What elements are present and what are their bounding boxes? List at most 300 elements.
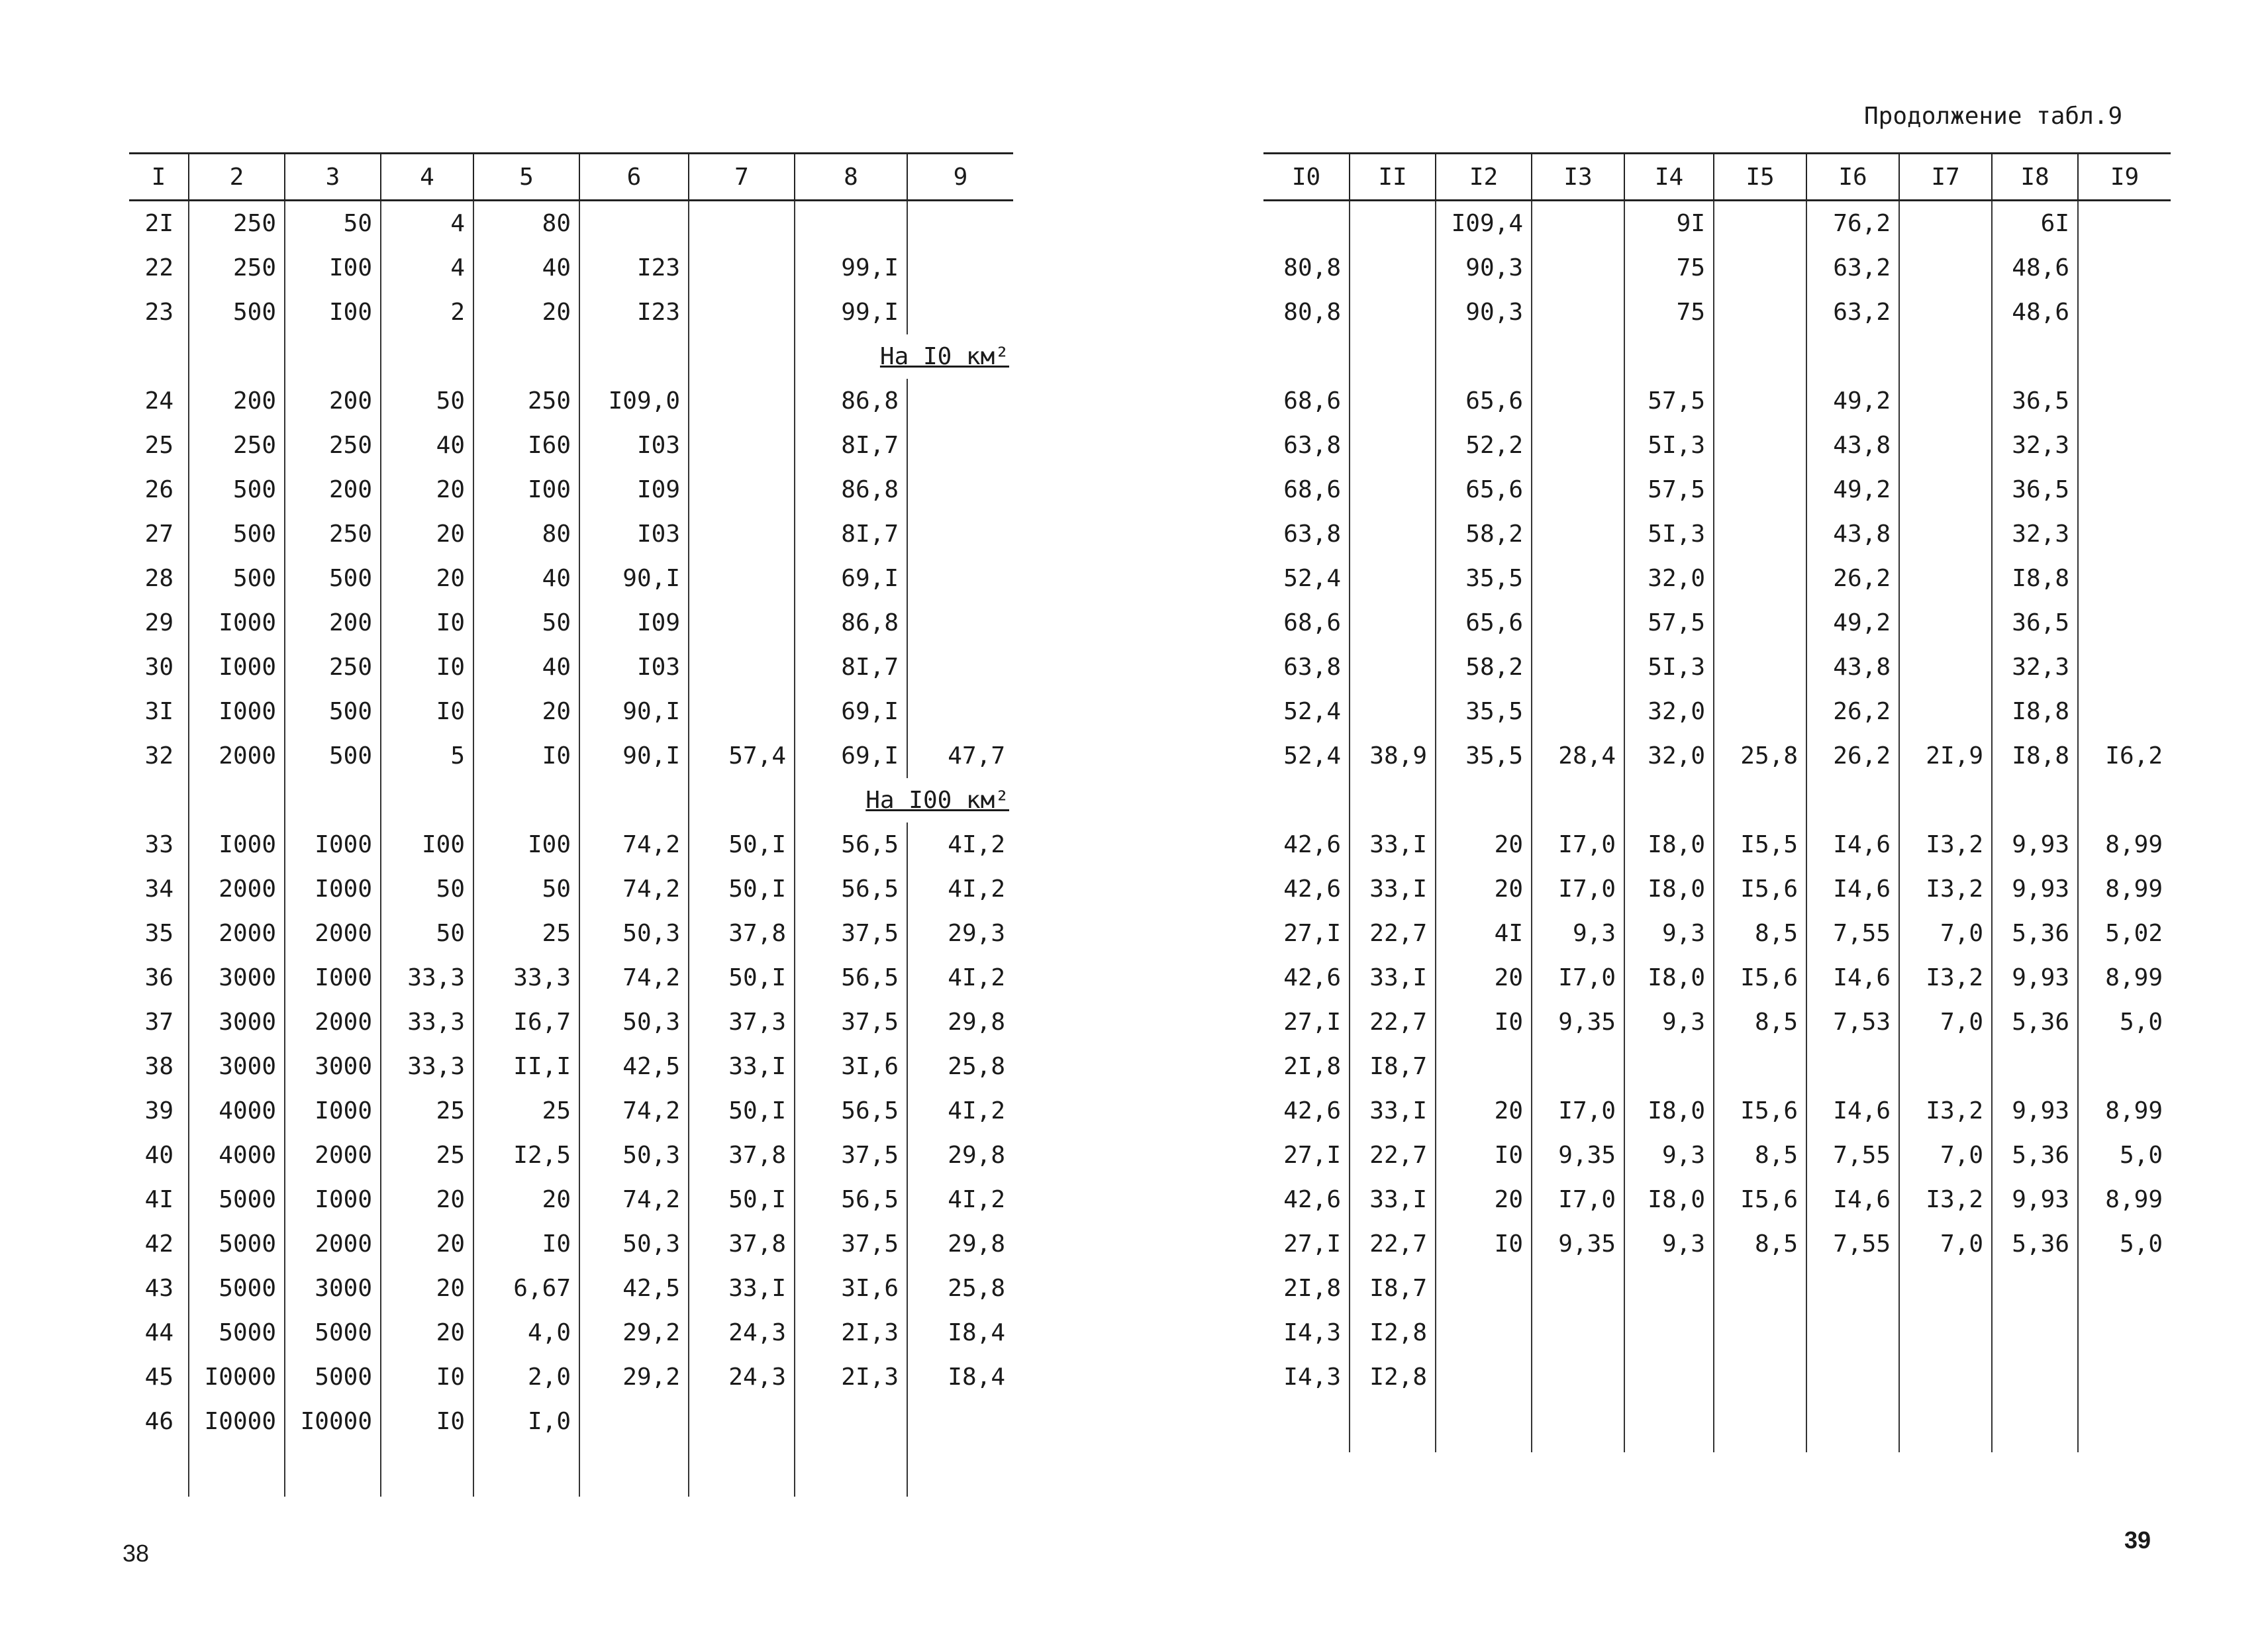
table-cell: 9,93 [1992, 1089, 2078, 1133]
table-cell: 25 [473, 911, 579, 956]
table-cell [1350, 1399, 1436, 1452]
table-cell: I000 [285, 956, 381, 1000]
table-cell [2078, 1266, 2171, 1311]
table-cell: 9,93 [1992, 956, 2078, 1000]
table-cell: I3,2 [1899, 956, 1992, 1000]
table-cell [1899, 1355, 1992, 1399]
table-cell: 68,6 [1283, 609, 1341, 636]
table-cell: 2000 [189, 867, 285, 911]
table-cell: 33,I [1350, 822, 1436, 867]
table-row [1263, 689, 2171, 734]
table-cell [1532, 1311, 1624, 1355]
table-row [129, 334, 1013, 379]
table-cell: I7,0 [1532, 956, 1624, 1000]
table-filler-row [129, 1444, 1013, 1497]
table-cell: I09,4 [1436, 201, 1532, 246]
table-cell: 75 [1624, 290, 1714, 334]
table-cell: 25 [381, 1089, 473, 1133]
table-cell [189, 334, 285, 379]
table-cell: 7,0 [1899, 1000, 1992, 1044]
area-subheader: На I0 км² [795, 334, 1013, 379]
table-row [1263, 1089, 2171, 1133]
table-cell [1532, 246, 1624, 290]
table-cell: 26,2 [1806, 556, 1899, 601]
area-subheader: На I00 км² [795, 778, 1013, 822]
table-row [129, 1355, 1013, 1399]
table-cell [1436, 1355, 1532, 1399]
table-row [129, 1000, 1013, 1044]
table-cell: 5000 [189, 1266, 285, 1311]
table-cell [1899, 1266, 1992, 1311]
table-cell: 50,3 [579, 1000, 689, 1044]
table-cell: 52,4 [1283, 742, 1341, 770]
table-cell: I00 [381, 822, 473, 867]
table-cell: 65,6 [1436, 468, 1532, 512]
table-cell [689, 689, 795, 734]
table-cell: 250 [189, 201, 285, 246]
table-cell [1532, 778, 1624, 822]
table-row [1263, 423, 2171, 468]
table-cell: 37,8 [689, 911, 795, 956]
table-cell: 49,2 [1806, 379, 1899, 423]
table-cell [907, 1399, 1013, 1444]
table-cell: 3I,6 [795, 1044, 907, 1089]
table-cell: 250 [189, 423, 285, 468]
table-cell: 52,4 [1283, 698, 1341, 725]
table-cell: 25,8 [907, 1266, 1013, 1311]
table-cell: 86,8 [795, 468, 907, 512]
table-cell [1263, 334, 1350, 379]
table-cell: 9,3 [1624, 1133, 1714, 1177]
table-cell: I5,6 [1714, 1177, 1806, 1222]
left-column-header: 9 [907, 154, 1013, 201]
table-cell: 8I,7 [795, 423, 907, 468]
table-cell [689, 246, 795, 290]
table-cell [2078, 1311, 2171, 1355]
table-cell: I000 [189, 601, 285, 645]
table-cell [907, 601, 1013, 645]
table-row [1263, 334, 2171, 379]
table-cell: 33,3 [381, 1044, 473, 1089]
right-column-header: I7 [1899, 154, 1992, 201]
table-cell: 500 [285, 689, 381, 734]
table-cell: 7,55 [1806, 1222, 1899, 1266]
table-cell: 29,8 [907, 1000, 1013, 1044]
table-cell [1624, 334, 1714, 379]
table-cell: 52,4 [1283, 565, 1341, 592]
table-cell: 56,5 [795, 822, 907, 867]
table-cell: 5000 [189, 1222, 285, 1266]
table-cell [689, 379, 795, 423]
table-cell: I2,8 [1350, 1311, 1436, 1355]
left-column-header: 5 [473, 154, 579, 201]
table-cell [689, 290, 795, 334]
table-cell: 50 [381, 867, 473, 911]
table-cell [129, 334, 189, 379]
table-cell: 6I [1992, 201, 2078, 246]
table-cell: 2,0 [473, 1355, 579, 1399]
table-cell [2078, 379, 2171, 423]
table-cell: 37,5 [795, 1222, 907, 1266]
table-cell: I8,8 [1992, 734, 2078, 778]
table-cell: 68,6 [1283, 476, 1341, 503]
row-number: 37 [144, 1009, 173, 1036]
table-cell [2078, 645, 2171, 689]
table-cell [907, 512, 1013, 556]
table-cell: 47,7 [907, 734, 1013, 778]
table-cell: 250 [189, 246, 285, 290]
table-cell: I5,5 [1714, 822, 1806, 867]
table-cell [579, 201, 689, 246]
table-cell: 33,I [1350, 1177, 1436, 1222]
table-cell: 35,5 [1436, 689, 1532, 734]
table-cell: 42,6 [1283, 831, 1341, 858]
table-cell: I8,8 [1992, 556, 2078, 601]
table-cell [1263, 778, 1350, 822]
table-cell: 27,I [1283, 1142, 1341, 1169]
table-cell: 500 [285, 556, 381, 601]
table-cell: I0 [473, 1222, 579, 1266]
table-cell: I4,3 [1283, 1319, 1341, 1346]
table-cell [1899, 645, 1992, 689]
table-cell: 50,I [689, 956, 795, 1000]
table-cell: 26,2 [1806, 734, 1899, 778]
table-row [129, 1311, 1013, 1355]
left-column-header: 7 [689, 154, 795, 201]
table-cell: 63,8 [1283, 432, 1341, 459]
table-cell: I03 [579, 645, 689, 689]
table-cell: 7,55 [1806, 1133, 1899, 1177]
right-header-row [1263, 154, 2171, 201]
table-cell: I0 [1436, 1000, 1532, 1044]
table-cell: 200 [285, 468, 381, 512]
table-cell [907, 290, 1013, 334]
table-cell: 50 [381, 911, 473, 956]
table-row [1263, 734, 2171, 778]
table-cell [381, 1444, 473, 1497]
table-cell: 20 [1436, 822, 1532, 867]
table-cell: 5I,3 [1624, 645, 1714, 689]
table-cell: 5 [381, 734, 473, 778]
table-row [129, 1399, 1013, 1444]
table-cell [1350, 290, 1436, 334]
table-cell: 8,99 [2078, 1089, 2171, 1133]
table-cell [795, 1444, 907, 1497]
left-column-header: 2 [189, 154, 285, 201]
table-cell: 7,0 [1899, 911, 1992, 956]
table-row [1263, 911, 2171, 956]
table-cell: 2 [381, 290, 473, 334]
table-cell: I8,7 [1350, 1044, 1436, 1089]
table-cell: 8,99 [2078, 956, 2171, 1000]
row-number: 24 [144, 387, 173, 415]
table-cell [689, 512, 795, 556]
table-row [129, 1266, 1013, 1311]
row-number: 40 [144, 1142, 173, 1169]
table-cell: 5000 [189, 1311, 285, 1355]
table-cell [1992, 1044, 2078, 1089]
table-cell [1532, 379, 1624, 423]
row-number: 2I [144, 210, 173, 237]
table-row [129, 689, 1013, 734]
table-cell: I23 [579, 290, 689, 334]
table-cell: 50 [473, 867, 579, 911]
table-cell: I00 [285, 290, 381, 334]
table-cell [1624, 778, 1714, 822]
table-row [129, 201, 1013, 246]
table-row [129, 956, 1013, 1000]
table-cell [1899, 423, 1992, 468]
table-cell [1806, 1044, 1899, 1089]
table-cell: 90,I [579, 556, 689, 601]
table-cell: I60 [473, 423, 579, 468]
table-cell: 43,8 [1806, 512, 1899, 556]
table-cell [189, 1444, 285, 1497]
table-cell [2078, 1355, 2171, 1399]
table-cell: 65,6 [1436, 601, 1532, 645]
table-cell: 74,2 [579, 867, 689, 911]
table-cell [1899, 1044, 1992, 1089]
table-cell [1532, 290, 1624, 334]
table-cell: I0 [1436, 1222, 1532, 1266]
table-row [129, 423, 1013, 468]
table-cell: 9,93 [1992, 867, 2078, 911]
row-number: 35 [144, 920, 173, 947]
row-number: 32 [144, 742, 173, 770]
table-cell: 5,36 [1992, 1000, 2078, 1044]
table-cell: 49,2 [1806, 468, 1899, 512]
table-cell: I4,3 [1283, 1364, 1341, 1391]
table-cell [1350, 601, 1436, 645]
table-cell: I8,0 [1624, 1089, 1714, 1133]
table-row [129, 1133, 1013, 1177]
table-cell: I8,8 [1992, 689, 2078, 734]
table-cell: 4I [1436, 911, 1532, 956]
table-cell: 74,2 [579, 822, 689, 867]
table-cell: 35,5 [1436, 734, 1532, 778]
table-cell [1436, 334, 1532, 379]
table-cell: 3000 [189, 1044, 285, 1089]
table-cell: 56,5 [795, 867, 907, 911]
table-cell [2078, 689, 2171, 734]
table-row [1263, 1311, 2171, 1355]
table-cell: I23 [579, 246, 689, 290]
table-cell: 33,I [1350, 867, 1436, 911]
table-cell [1806, 1399, 1899, 1452]
table-cell: 32,3 [1992, 423, 2078, 468]
table-cell [689, 423, 795, 468]
table-cell: 25 [381, 1133, 473, 1177]
table-cell [689, 556, 795, 601]
table-cell [1899, 1311, 1992, 1355]
left-column-header: 8 [795, 154, 907, 201]
table-cell [1899, 334, 1992, 379]
table-cell [1992, 1399, 2078, 1452]
table-cell [1714, 246, 1806, 290]
table-cell: 42,6 [1283, 1186, 1341, 1213]
table-row [129, 734, 1013, 778]
table-cell [1714, 1266, 1806, 1311]
table-cell [1263, 201, 1350, 246]
table-cell: I03 [579, 512, 689, 556]
table-cell: 4000 [189, 1089, 285, 1133]
table-cell: 250 [473, 379, 579, 423]
table-cell: I5,6 [1714, 867, 1806, 911]
table-cell: 69,I [795, 689, 907, 734]
table-cell: I5,6 [1714, 1089, 1806, 1133]
table-cell [1350, 689, 1436, 734]
table-cell: 90,3 [1436, 246, 1532, 290]
table-cell [1714, 1311, 1806, 1355]
table-cell: 57,5 [1624, 468, 1714, 512]
table-row [129, 468, 1013, 512]
table-cell: II,I [473, 1044, 579, 1089]
left-column-header: 4 [381, 154, 473, 201]
table-cell [689, 601, 795, 645]
table-cell [907, 1444, 1013, 1497]
table-row [129, 1089, 1013, 1133]
table-cell [907, 201, 1013, 246]
table-cell: 4 [381, 201, 473, 246]
table-cell [1714, 778, 1806, 822]
table-cell: 63,8 [1283, 654, 1341, 681]
table-cell [1532, 645, 1624, 689]
table-cell: 90,3 [1436, 290, 1532, 334]
table-cell: I5,6 [1714, 956, 1806, 1000]
table-cell [579, 778, 689, 822]
table-cell: 9,3 [1624, 911, 1714, 956]
table-cell: 38,9 [1350, 734, 1436, 778]
table-cell: I8,4 [907, 1355, 1013, 1399]
table-cell [285, 334, 381, 379]
table-cell [1714, 1355, 1806, 1399]
table-cell [189, 778, 285, 822]
left-table-body [129, 201, 1013, 1497]
table-cell [1350, 512, 1436, 556]
table-cell [579, 1399, 689, 1444]
table-cell [2078, 512, 2171, 556]
table-filler-row [1263, 1399, 2171, 1452]
table-cell: 8,99 [2078, 822, 2171, 867]
table-cell: 200 [285, 601, 381, 645]
table-cell: 33,3 [473, 956, 579, 1000]
table-cell [1436, 1044, 1532, 1089]
table-cell: 50 [285, 201, 381, 246]
table-cell: 22,7 [1350, 1222, 1436, 1266]
row-number: 38 [144, 1053, 173, 1080]
right-column-header: I2 [1436, 154, 1532, 201]
table-cell [1714, 334, 1806, 379]
table-cell [1436, 1266, 1532, 1311]
table-cell: 20 [381, 1311, 473, 1355]
table-cell: 5000 [285, 1311, 381, 1355]
row-number: 28 [144, 565, 173, 592]
table-cell: 50,3 [579, 911, 689, 956]
table-cell: 50,3 [579, 1133, 689, 1177]
table-cell: I7,0 [1532, 1177, 1624, 1222]
table-cell: 2000 [285, 911, 381, 956]
table-cell: 20 [381, 1222, 473, 1266]
table-cell: 4I,2 [907, 1089, 1013, 1133]
table-cell [1350, 423, 1436, 468]
table-cell [795, 201, 907, 246]
page-number-right: 39 [2124, 1526, 2151, 1554]
table-cell [129, 1444, 189, 1497]
row-number: 25 [144, 432, 173, 459]
table-cell [689, 468, 795, 512]
table-cell: I2,5 [473, 1133, 579, 1177]
table-cell [1899, 556, 1992, 601]
table-row [129, 512, 1013, 556]
table-cell: 7,0 [1899, 1133, 1992, 1177]
table-cell: 27,I [1283, 1009, 1341, 1036]
table-cell: 5,02 [2078, 911, 2171, 956]
table-cell [1624, 1044, 1714, 1089]
table-cell: I6,7 [473, 1000, 579, 1044]
table-cell [2078, 201, 2171, 246]
table-cell: 50,I [689, 1177, 795, 1222]
table-cell: 37,8 [689, 1222, 795, 1266]
table-cell: I3,2 [1899, 1177, 1992, 1222]
row-number: 4I [144, 1186, 173, 1213]
table-cell: I7,0 [1532, 1089, 1624, 1133]
table-cell: 250 [285, 423, 381, 468]
table-cell: 20 [473, 689, 579, 734]
left-column-header: 3 [285, 154, 381, 201]
table-cell: 48,6 [1992, 290, 2078, 334]
table-cell: 99,I [795, 246, 907, 290]
table-cell [2078, 290, 2171, 334]
table-cell [285, 778, 381, 822]
table-cell: 37,5 [795, 1000, 907, 1044]
table-cell [1899, 1399, 1992, 1452]
table-cell: 50,3 [579, 1222, 689, 1266]
table-cell: 50,I [689, 822, 795, 867]
left-column-header: 6 [579, 154, 689, 201]
table-cell: 28,4 [1532, 734, 1624, 778]
table-cell [907, 379, 1013, 423]
table-cell: 8,99 [2078, 1177, 2171, 1222]
table-cell [1992, 1266, 2078, 1311]
row-number: 33 [144, 831, 173, 858]
table-cell: 35,5 [1436, 556, 1532, 601]
table-cell: 36,5 [1992, 379, 2078, 423]
row-number: 34 [144, 875, 173, 903]
table-cell: 9,3 [1624, 1222, 1714, 1266]
table-cell: I4,6 [1806, 1177, 1899, 1222]
table-row [1263, 556, 2171, 601]
table-row [1263, 778, 2171, 822]
table-cell: 5,0 [2078, 1000, 2171, 1044]
table-cell: 33,I [689, 1044, 795, 1089]
table-cell: 9,93 [1992, 1177, 2078, 1222]
table-cell: 63,2 [1806, 246, 1899, 290]
table-row [1263, 379, 2171, 423]
table-cell: I000 [285, 822, 381, 867]
table-cell: 2I,8 [1283, 1275, 1341, 1302]
table-cell: I0 [381, 601, 473, 645]
table-cell: 8,5 [1714, 1222, 1806, 1266]
table-cell: I2,8 [1350, 1355, 1436, 1399]
table-cell: 76,2 [1806, 201, 1899, 246]
table-cell: 8,99 [2078, 867, 2171, 911]
table-cell: 8I,7 [795, 512, 907, 556]
table-cell [2078, 1399, 2171, 1452]
table-cell [1350, 556, 1436, 601]
table-cell: I4,6 [1806, 1089, 1899, 1133]
row-number: 42 [144, 1230, 173, 1258]
row-number: 3I [144, 698, 173, 725]
